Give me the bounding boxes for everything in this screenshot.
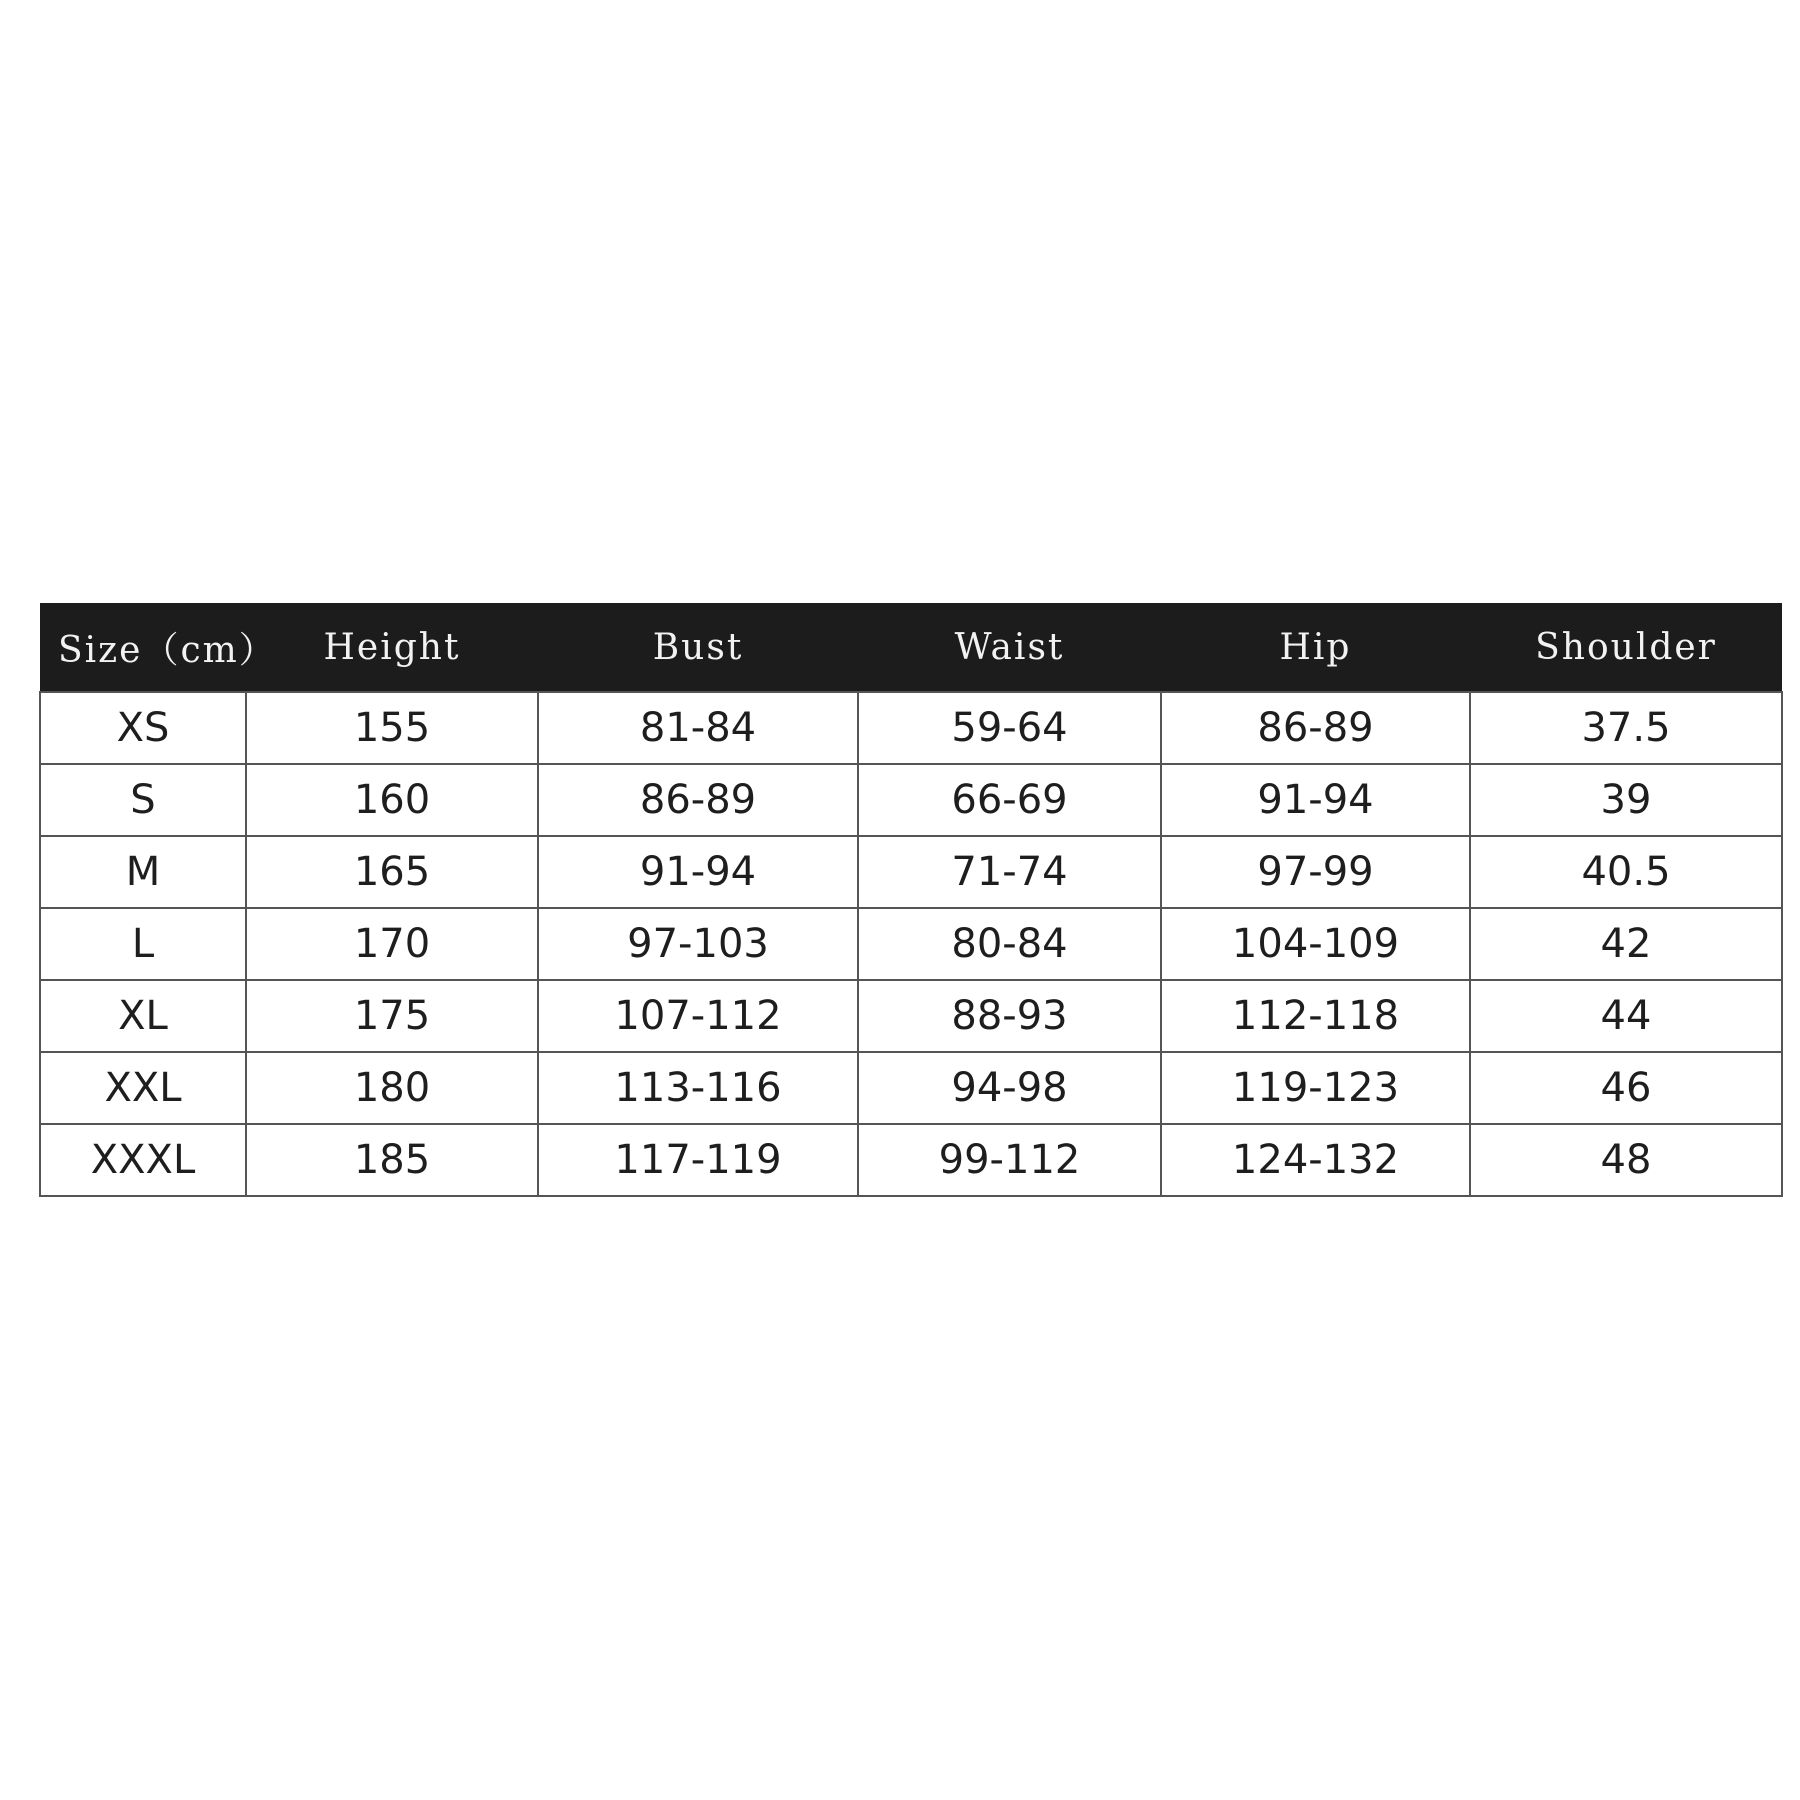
table-row [40, 692, 1782, 764]
height-cell: 160 [246, 764, 538, 836]
bust-cell: 117-119 [538, 1124, 858, 1196]
table-row [40, 1124, 1782, 1196]
column-header-size: Size（cm） [58, 629, 277, 671]
bust-cell: 81-84 [538, 692, 858, 764]
bust-cell: 107-112 [538, 980, 858, 1052]
height-cell: 155 [246, 692, 538, 764]
size-chart-header [40, 603, 1782, 692]
table-row [40, 980, 1782, 1052]
hip-cell: 97-99 [1161, 836, 1470, 908]
size-cell: XXXL [40, 1124, 246, 1196]
waist-cell: 59-64 [858, 692, 1161, 764]
waist-cell: 94-98 [858, 1052, 1161, 1124]
hip-cell: 124-132 [1161, 1124, 1470, 1196]
bust-cell: 86-89 [538, 764, 858, 836]
shoulder-cell: 42 [1470, 908, 1782, 980]
waist-cell: 66-69 [858, 764, 1161, 836]
size-cell: L [40, 908, 246, 980]
size-cell: XS [40, 692, 246, 764]
height-cell: 180 [246, 1052, 538, 1124]
column-header-bust: Bust [652, 626, 744, 668]
size-cell: XXL [40, 1052, 246, 1124]
hip-cell: 112-118 [1161, 980, 1470, 1052]
height-cell: 170 [246, 908, 538, 980]
header-row [40, 603, 1782, 692]
height-cell: 175 [246, 980, 538, 1052]
size-cell: M [40, 836, 246, 908]
table-row [40, 764, 1782, 836]
column-header-height: Height [323, 626, 461, 668]
shoulder-cell: 48 [1470, 1124, 1782, 1196]
shoulder-cell: 44 [1470, 980, 1782, 1052]
size-cell: S [40, 764, 246, 836]
hip-cell: 104-109 [1161, 908, 1470, 980]
bust-cell: 97-103 [538, 908, 858, 980]
hip-cell: 91-94 [1161, 764, 1470, 836]
table-row [40, 908, 1782, 980]
height-cell: 165 [246, 836, 538, 908]
size-chart-table [39, 603, 1783, 1197]
size-cell: XL [40, 980, 246, 1052]
height-cell: 185 [246, 1124, 538, 1196]
hip-cell: 119-123 [1161, 1052, 1470, 1124]
shoulder-cell: 39 [1470, 764, 1782, 836]
bust-cell: 113-116 [538, 1052, 858, 1124]
column-header-hip: Hip [1279, 626, 1352, 668]
size-chart-body [40, 692, 1782, 1196]
waist-cell: 99-112 [858, 1124, 1161, 1196]
shoulder-cell: 37.5 [1470, 692, 1782, 764]
bust-cell: 91-94 [538, 836, 858, 908]
column-header-waist: Waist [954, 626, 1065, 668]
shoulder-cell: 46 [1470, 1052, 1782, 1124]
table-row [40, 1052, 1782, 1124]
waist-cell: 80-84 [858, 908, 1161, 980]
table-row [40, 836, 1782, 908]
column-header-shoulder: Shoulder [1535, 626, 1717, 668]
shoulder-cell: 40.5 [1470, 836, 1782, 908]
waist-cell: 88-93 [858, 980, 1161, 1052]
waist-cell: 71-74 [858, 836, 1161, 908]
hip-cell: 86-89 [1161, 692, 1470, 764]
